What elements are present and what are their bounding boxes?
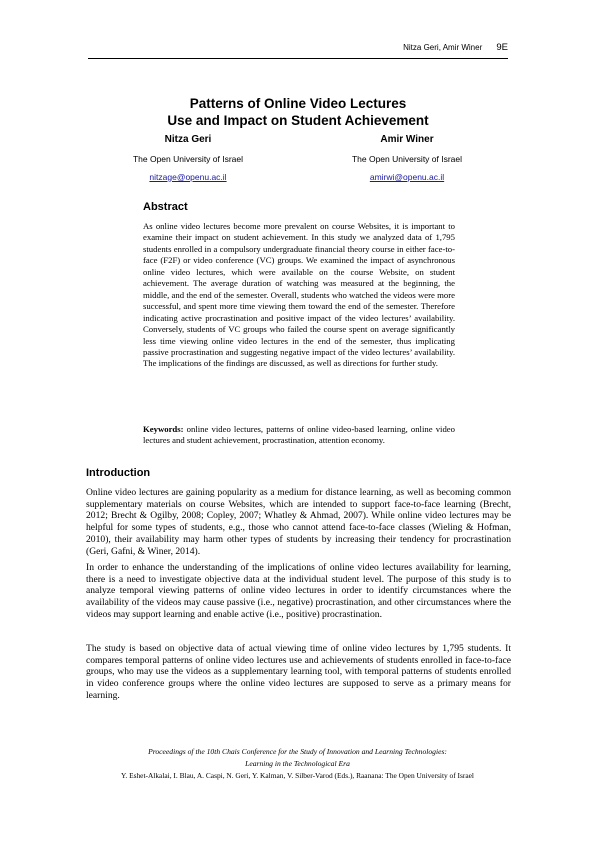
header-authors: Nitza Geri, Amir Winer xyxy=(403,43,483,52)
proceedings-line-1: Proceedings of the 10th Chais Conference for the Study of Innovation and Learning Technologies: xyxy=(148,747,447,756)
intro-paragraph-1: Online video lectures are gaining popularity as a medium for distance learning, as well as becoming common supplementary materials on course Websites, which are intended to support face-to-face learning (Brecht, 2012; Brecht & Ogilby, 2008; Copley, 2007; Whatley & Ahmad, 2007). While online video lectures may be helpful for some types of students, e.g., those who cannot attend face-to-face classes (Wieling & Hofman, 2010), their availability may harm other types of students by increasing their tendency for procrastination (Geri, Gafni, & Winer, 2014). xyxy=(86,487,511,557)
author-affiliation: The Open University of Israel xyxy=(132,154,244,164)
page-footer xyxy=(70,746,525,782)
author-2 xyxy=(302,134,512,182)
title-line-2: Use and Impact on Student Achievement xyxy=(167,112,429,128)
keywords xyxy=(143,424,455,447)
keywords-text: online video lectures, patterns of online video-based learning, online video lectures and student achievement, procrastination, attention economy. xyxy=(143,424,456,446)
page-number: 9E xyxy=(496,42,508,53)
author-email-link[interactable]: amirwi@openu.ac.il xyxy=(369,172,445,182)
introduction-heading: Introduction xyxy=(86,467,151,479)
proceedings-line-2: Learning in the Technological Era xyxy=(245,759,350,768)
author-name: Amir Winer xyxy=(380,134,434,145)
intro-paragraph-3: The study is based on objective data of actual viewing time of online video lectures by 1,795 students. It compares temporal patterns of online video lectures use and achievements of students enrolled in face-to-face groups, who may use the videos as a supplementary learning tool, with temporal patterns of students enrolled in video conference groups where the online video lectures are supposed to serve as a primary means for learning. xyxy=(86,643,511,701)
abstract-heading: Abstract xyxy=(143,201,188,213)
running-header xyxy=(88,42,508,59)
author-email-link[interactable]: nitzage@openu.ac.il xyxy=(149,172,227,182)
title-line-1: Patterns of Online Video Lectures xyxy=(189,96,407,111)
author-affiliation: The Open University of Israel xyxy=(351,154,463,164)
keywords-label: Keywords: xyxy=(143,424,184,434)
abstract-text: As online video lectures become more prevalent on course Websites, it is important to examine their impact on student achievement. In this study we analyzed data of 1,795 students enrolled in a compulsory undergraduate financial theory course in either face-to-face (F2F) or video conference (VC) groups. We examined the impact of asynchronous online video lectures, which were available on the course Website, on student achievement. The average duration of watching was measured at the beginning, the middle, and the end of the semester. Overall, students who watched the videos were more successful, and spent more time viewing them toward the end of the semester. Therefore indicating active procrastination and positive impact of the video lectures’ availability. Conversely, students of VC groups who failed the course spent on average significantly less time viewing online video lectures in the end of the semester, thus implicating passive procrastination and suggesting negative impact of the video lectures’ availability. The implications of the findings are discussed, as well as directions for further study. xyxy=(143,221,455,369)
editors-line: Y. Eshet-Alkalai, I. Blau, A. Caspi, N. Geri, Y. Kalman, V. Silber-Varod (Eds.), Raanana: The Open University of Israel xyxy=(121,771,474,780)
paper-title xyxy=(88,96,508,129)
intro-paragraph-2: In order to enhance the understanding of the implications of online video lectures availability for learning, there is a need to investigate objective data at the individual student level. The purpose of this study is to analyze temporal viewing patterns of online video lectures in order to identify circumstances where the availability of the videos may cause passive (i.e., negative) procrastination, and other circumstances where the videos may support learning and enable active (i.e., positive) procrastination. xyxy=(86,562,511,620)
author-1 xyxy=(83,134,293,182)
author-name: Nitza Geri xyxy=(164,134,212,145)
